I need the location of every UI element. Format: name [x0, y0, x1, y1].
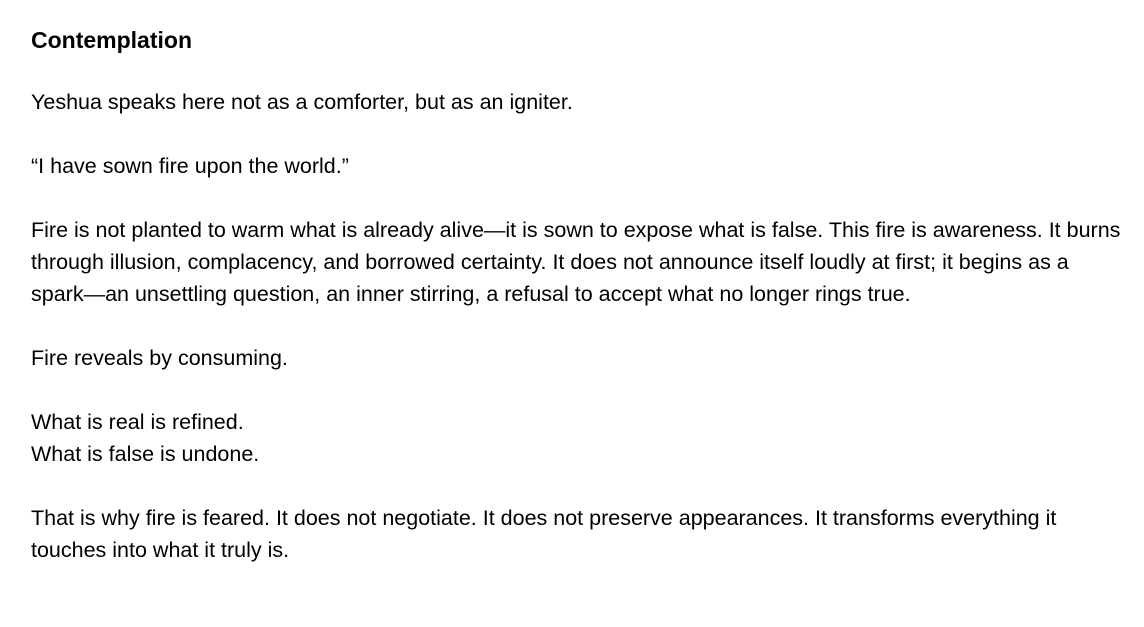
- paragraph-couplet: [31, 406, 1121, 470]
- couplet-line-false: What is false is undone.: [31, 442, 260, 466]
- paragraph-fire-reveals: Fire reveals by consuming.: [31, 346, 288, 370]
- section-heading: Contemplation: [31, 27, 192, 53]
- paragraph-closing: That is why fire is feared. It does not negotiate. It does not preserve appearances. It transforms everything it touches into what it truly is.: [31, 506, 1057, 562]
- document: [31, 24, 1121, 598]
- paragraph-quote: “I have sown fire upon the world.”: [31, 154, 349, 178]
- paragraph-intro: Yeshua speaks here not as a comforter, but as an igniter.: [31, 90, 573, 114]
- paragraph-fire-awareness: Fire is not planted to warm what is already alive—it is sown to expose what is false. This fire is awareness. It burns through illusion, complacency, and borrowed certainty. It does not announce itself loudly at first; it begins as a spark—an unsettling question, an inner stirring, a refusal to accept what no longer rings true.: [31, 218, 1121, 306]
- couplet-line-real: What is real is refined.: [31, 410, 244, 434]
